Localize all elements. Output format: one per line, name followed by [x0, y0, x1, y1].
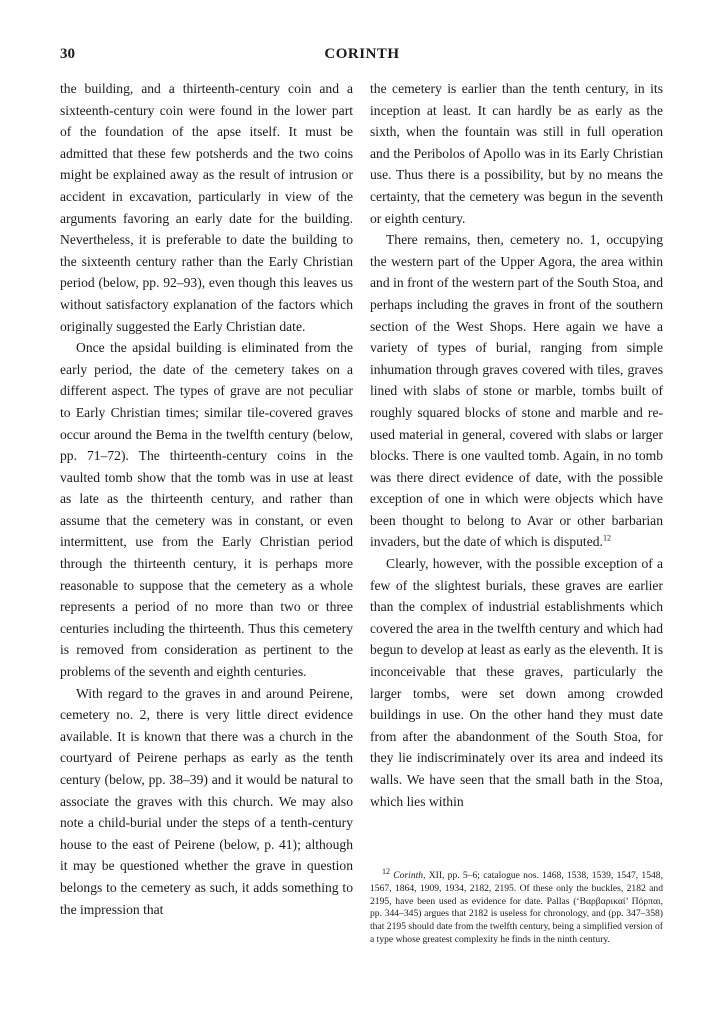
footnote: [370, 866, 663, 947]
paragraph: With regard to the graves in and around Peirene, cemetery no. 2, there is very little direct evidence available. It is known that there was a church in the courtyard of Peirene perhaps as early as the tenth century (below, pp. 38–39) and it would be natural to associate the graves with this church. We may also note a child-burial under the steps of a tenth-century house to the east of Peirene (below, p. 41); although it may be questioned whether the grave in question belongs to the cemetery as such, it adds something to the impression that: [60, 685, 353, 917]
right-column: [370, 78, 663, 812]
left-column: [60, 78, 353, 920]
footnote-body: XII, pp. 5–6; catalogue nos. 1468, 1538, 1539, 1547, 1548, 1567, 1864, 1909, 1934, 2182, 2195. Of these only the buckles, 2182 and 2195, have been used as evidence for date. Pallas (‘Βαρβαρικαί’ Πόρπαι, pp. 344–345) argues that 2182 is useless for chronology, and (pp. 347–358) that 2195 should date from the twelfth century, being a simplified version of a type whose greatest complexity he finds in the ninth century.: [370, 870, 663, 945]
paragraph: Once the apsidal building is eliminated from the early period, the date of the cemetery takes on a different aspect. The types of grave are not peculiar to Early Christian times; similar tile-covered graves occur around the Bema in the twelfth century (below, pp. 71–72). The thirteenth-century coins in the vaulted tomb show that the tomb was in use at least as late as the thirteenth century, and rather than assume that the cemetery was in constant, or even intermittent, use from the Early Christian period through the thirteenth century, it is perhaps more reasonable to suppose that the cemetery as a whole represents a period of no more than two or three centuries including the thirteenth. Thus this cemetery is removed from consideration as pertinent to the problems of the seventh and eighth centuries.: [60, 340, 353, 680]
paragraph: Clearly, however, with the possible exception of a few of the slightest burials, these graves are earlier than the complex of industrial establishments which covered the area in the twelfth century and which had begun to develop at least as early as the eleventh. It is inconceivable that these graves, particularly the larger tombs, were set down among crowded buildings in use. On the other hand they must date from after the abandonment of the South Stoa, for they lie indiscriminately over its area and indeed its walls. We have seen that the small bath in the Stoa, which lies within: [370, 556, 663, 809]
footnote-text: [370, 866, 663, 947]
paragraph: the building, and a thirteenth-century coin and a sixteenth-century coin were found in the lower part of the foundation of the apse itself. It must be admitted that these few potsherds and the two coins might be explained away as the result of intrusion or accident in excavation, particularly in view of the arguments favoring an early date for the building. Nevertheless, it is preferable to date the building to the sixteenth century rather than the Early Christian period (below, pp. 92–93), even though this leaves us without satisfactory explanation of the factors which originally suggested the Early Christian date.: [60, 81, 353, 334]
footnote-cite: Corinth,: [393, 870, 426, 881]
page-number: 30: [60, 46, 75, 62]
paragraph: the cemetery is earlier than the tenth century, in its inception at least. It can hardly be as early as the sixth, when the fountain was still in full operation and the Peribolos of Apollo was in its Early Christian use. Thus there is a possibility, but by no means the certainty, that the cemetery was begun in the seventh or eighth century.: [370, 81, 663, 226]
paragraph-text: There remains, then, cemetery no. 1, occupying the western part of the Upper Agora, the area within and in front of the western part of the South Stoa, and perhaps including the graves in front of the southern section of the West Shops. Here again we have a variety of types of burial, ranging from simple inhumation through graves covered with tiles, graves lined with slabs of stone or marble, tombs built of roughly squared blocks of stone and marble and re-used material in general, covered with slabs or larger blocks. There is one vaulted tomb. Again, in no tomb was there direct evidence of date, with the possible exception of one in which were objects which have been thought to belong to Avar or other barbarian invaders, but the date of which is disputed.: [370, 232, 663, 550]
paragraph: [370, 229, 663, 553]
footnote-ref[interactable]: 12: [602, 533, 611, 543]
page-header: [60, 46, 664, 68]
running-head: CORINTH: [324, 46, 400, 62]
footnote-number: 12: [382, 866, 390, 876]
